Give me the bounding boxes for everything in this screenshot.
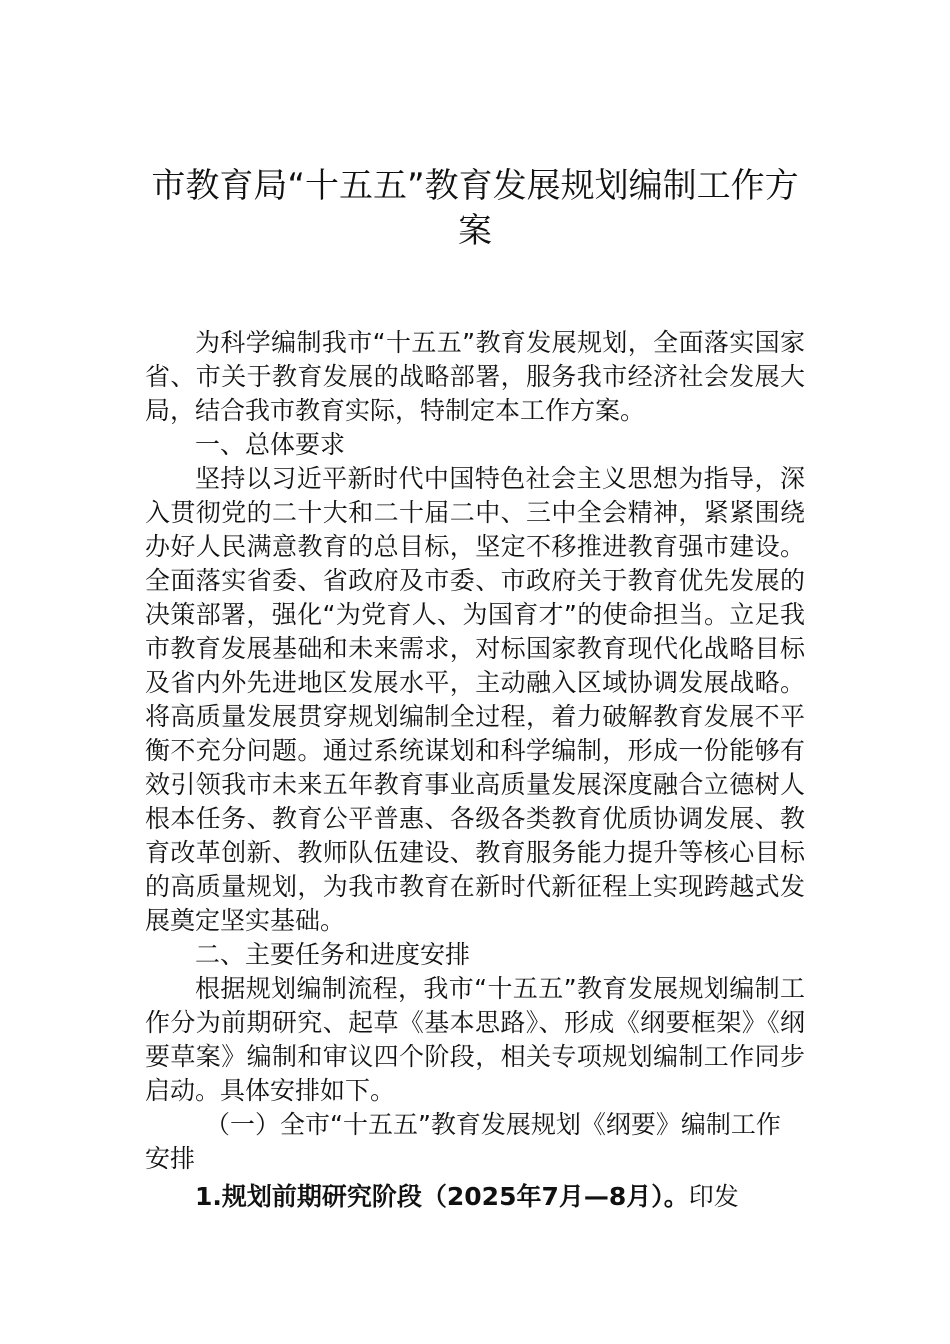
section-1-heading: 一、总体要求 bbox=[195, 430, 346, 459]
stage-1-paragraph bbox=[145, 1180, 805, 1214]
document-body bbox=[145, 326, 805, 1214]
section-2-paragraph: 根据规划编制流程，我市“十五五”教育发展规划编制工作分为前期研究、起草《基本思路》、形成《纲要框架》《纲要草案》编制和审议四个阶段，相关专项规划编制工作同步启动。具体安排如下。 bbox=[145, 974, 805, 1105]
intro-paragraph: 为科学编制我市“十五五”教育发展规划，全面落实国家省、市关于教育发展的战略部署，服务我市经济社会发展大局，结合我市教育实际，特制定本工作方案。 bbox=[145, 328, 805, 425]
document-title-line-2: 案 bbox=[458, 211, 492, 251]
section-1-paragraph: 坚持以习近平新时代中国特色社会主义思想为指导，深入贯彻党的二十大和二十届二中、三中全会精神，紧紧围绕办好人民满意教育的总目标，坚定不移推进教育强市建设。全面落实省委、省政府及市委、市政府关于教育优先发展的决策部署，强化“为党育人、为国育才”的使命担当。立足我市教育发展基础和未来需求，对标国家教育现代化战略目标及省内外先进地区发展水平，主动融入区域协调发展战略。将高质量发展贯穿规划编制全过程，着力破解教育发展不平衡不充分问题。通过系统谋划和科学编制，形成一份能够有效引领我市未来五年教育事业高质量发展深度融合立德树人根本任务、教育公平普惠、各级各类教育优质协调发展、教育改革创新、教师队伍建设、教育服务能力提升等核心目标的高质量规划，为我市教育在新时代新征程上实现跨越式发展奠定坚实基础。 bbox=[145, 464, 805, 935]
section-2-heading: 二、主要任务和进度安排 bbox=[195, 940, 471, 969]
document-title-line-1: 市教育局“十五五”教育发展规划编制工作方 bbox=[151, 166, 799, 206]
subsection-1-heading: （一）全市“十五五”教育发展规划《纲要》编制工作安排 bbox=[145, 1110, 781, 1173]
stage-1-bold-heading: 1.规划前期研究阶段（2025年7月—8月）。 bbox=[195, 1182, 689, 1211]
stage-1-text: 印发 bbox=[688, 1182, 739, 1211]
